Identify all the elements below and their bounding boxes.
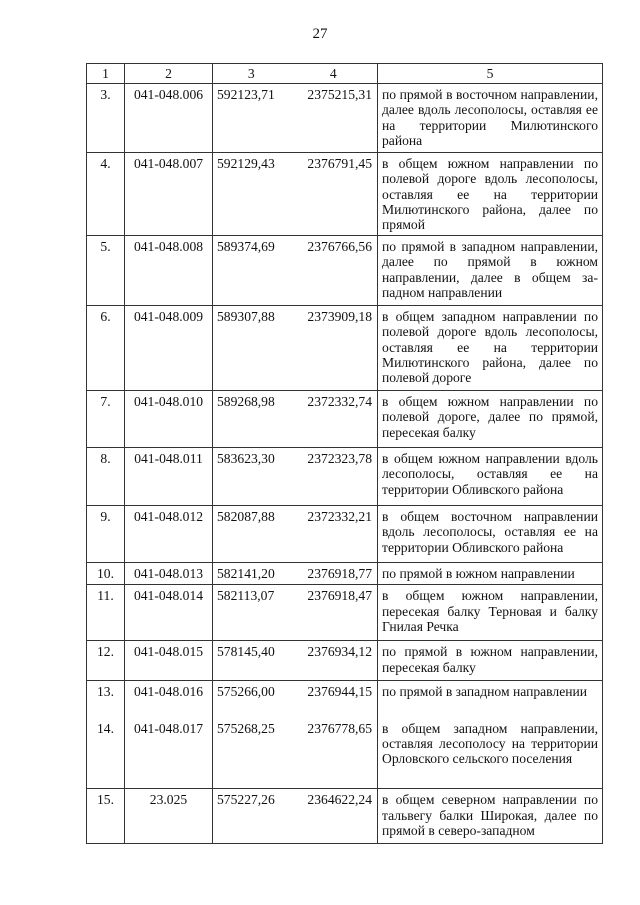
coord-x: 592123,71 (213, 84, 290, 153)
direction-description: по прямой в западном направлении (378, 681, 603, 718)
coord-x: 575266,00 (213, 681, 290, 718)
coord-y: 2376918,77 (290, 563, 378, 585)
coord-y: 2376778,65 (290, 718, 378, 789)
point-code: 041-048.015 (125, 641, 213, 681)
table-row (87, 563, 603, 585)
table-row (87, 448, 603, 506)
point-code: 041-048.013 (125, 563, 213, 585)
table-row (87, 391, 603, 448)
coord-y: 2376944,15 (290, 681, 378, 718)
direction-description: в общем восточном направлении вдоль лесополосы, оставляя ее на территории Обливского района (378, 506, 603, 563)
header-row (87, 64, 603, 84)
coord-y: 2375215,31 (290, 84, 378, 153)
direction-description: по прямой в южном направлении (378, 563, 603, 585)
coord-x: 583623,30 (213, 448, 290, 506)
table-row (87, 718, 603, 789)
coord-x: 582141,20 (213, 563, 290, 585)
coord-x: 589268,98 (213, 391, 290, 448)
boundary-table (86, 63, 603, 844)
coord-x: 578145,40 (213, 641, 290, 681)
direction-description: в общем западном направлении, оставляя лесополосу на территории Орловского сельского поселения (378, 718, 603, 789)
row-number: 5. (87, 236, 125, 306)
header-col-1: 1 (87, 64, 125, 84)
direction-description: в общем южном направлении по полевой дороге, далее по прямой, пересекая балку (378, 391, 603, 448)
header-col-3: 3 (213, 64, 290, 84)
coord-x: 575227,26 (213, 789, 290, 844)
coord-y: 2373909,18 (290, 306, 378, 391)
row-number: 15. (87, 789, 125, 844)
point-code: 041-048.007 (125, 153, 213, 236)
header-col-4: 4 (290, 64, 378, 84)
table-row (87, 306, 603, 391)
point-code: 041-048.012 (125, 506, 213, 563)
coord-y: 2376791,45 (290, 153, 378, 236)
coord-y: 2376766,56 (290, 236, 378, 306)
table-row (87, 641, 603, 681)
coord-y: 2372332,21 (290, 506, 378, 563)
point-code: 041-048.008 (125, 236, 213, 306)
direction-description: в общем западном направлении по полевой дороге вдоль лесополосы, оставляя ее на территории Милютинского района, далее по полевой дороге (378, 306, 603, 391)
coord-x: 582087,88 (213, 506, 290, 563)
table-row (87, 789, 603, 844)
direction-description: по прямой в западном направлении, далее по прямой в южном направлении, далее в общем западном направлении (378, 236, 603, 306)
header-col-5: 5 (378, 64, 603, 84)
row-number: 6. (87, 306, 125, 391)
coord-x: 592129,43 (213, 153, 290, 236)
page-number: 27 (312, 26, 328, 42)
table-row (87, 506, 603, 563)
row-number: 7. (87, 391, 125, 448)
header-col-2: 2 (125, 64, 213, 84)
direction-description: в общем северном направлении по тальвегу балки Широкая, далее по прямой в северо-западном (378, 789, 603, 844)
point-code: 23.025 (125, 789, 213, 844)
row-number: 14. (87, 718, 125, 789)
table-row (87, 681, 603, 718)
point-code: 041-048.010 (125, 391, 213, 448)
table-row (87, 585, 603, 641)
coord-y: 2376918,47 (290, 585, 378, 641)
point-code: 041-048.016 (125, 681, 213, 718)
coord-x: 589374,69 (213, 236, 290, 306)
point-code: 041-048.017 (125, 718, 213, 789)
direction-description: в общем южном направлении вдоль лесополосы, оставляя ее на территории Обливского района (378, 448, 603, 506)
coord-x: 575268,25 (213, 718, 290, 789)
point-code: 041-048.009 (125, 306, 213, 391)
row-number: 8. (87, 448, 125, 506)
coord-y: 2376934,12 (290, 641, 378, 681)
row-number: 3. (87, 84, 125, 153)
direction-description: в общем южном направлении, пересекая балку Терновая и балку Гнилая Речка (378, 585, 603, 641)
table-row (87, 236, 603, 306)
direction-description: по прямой в южном направлении, пересекая балку (378, 641, 603, 681)
coord-y: 2372323,78 (290, 448, 378, 506)
row-number: 11. (87, 585, 125, 641)
coord-y: 2364622,24 (290, 789, 378, 844)
direction-description: в общем южном направлении по полевой дороге вдоль лесополосы, оставляя ее на территории Милютинского района, далее по прямой (378, 153, 603, 236)
table-row (87, 84, 603, 153)
point-code: 041-048.011 (125, 448, 213, 506)
row-number: 12. (87, 641, 125, 681)
row-number: 4. (87, 153, 125, 236)
direction-description: по прямой в восточном направлении, далее вдоль лесополосы, оставляя ее на территории Милютинского района (378, 84, 603, 153)
coord-y: 2372332,74 (290, 391, 378, 448)
table-row (87, 153, 603, 236)
point-code: 041-048.006 (125, 84, 213, 153)
coord-x: 582113,07 (213, 585, 290, 641)
row-number: 10. (87, 563, 125, 585)
point-code: 041-048.014 (125, 585, 213, 641)
coord-x: 589307,88 (213, 306, 290, 391)
row-number: 9. (87, 506, 125, 563)
row-number: 13. (87, 681, 125, 718)
